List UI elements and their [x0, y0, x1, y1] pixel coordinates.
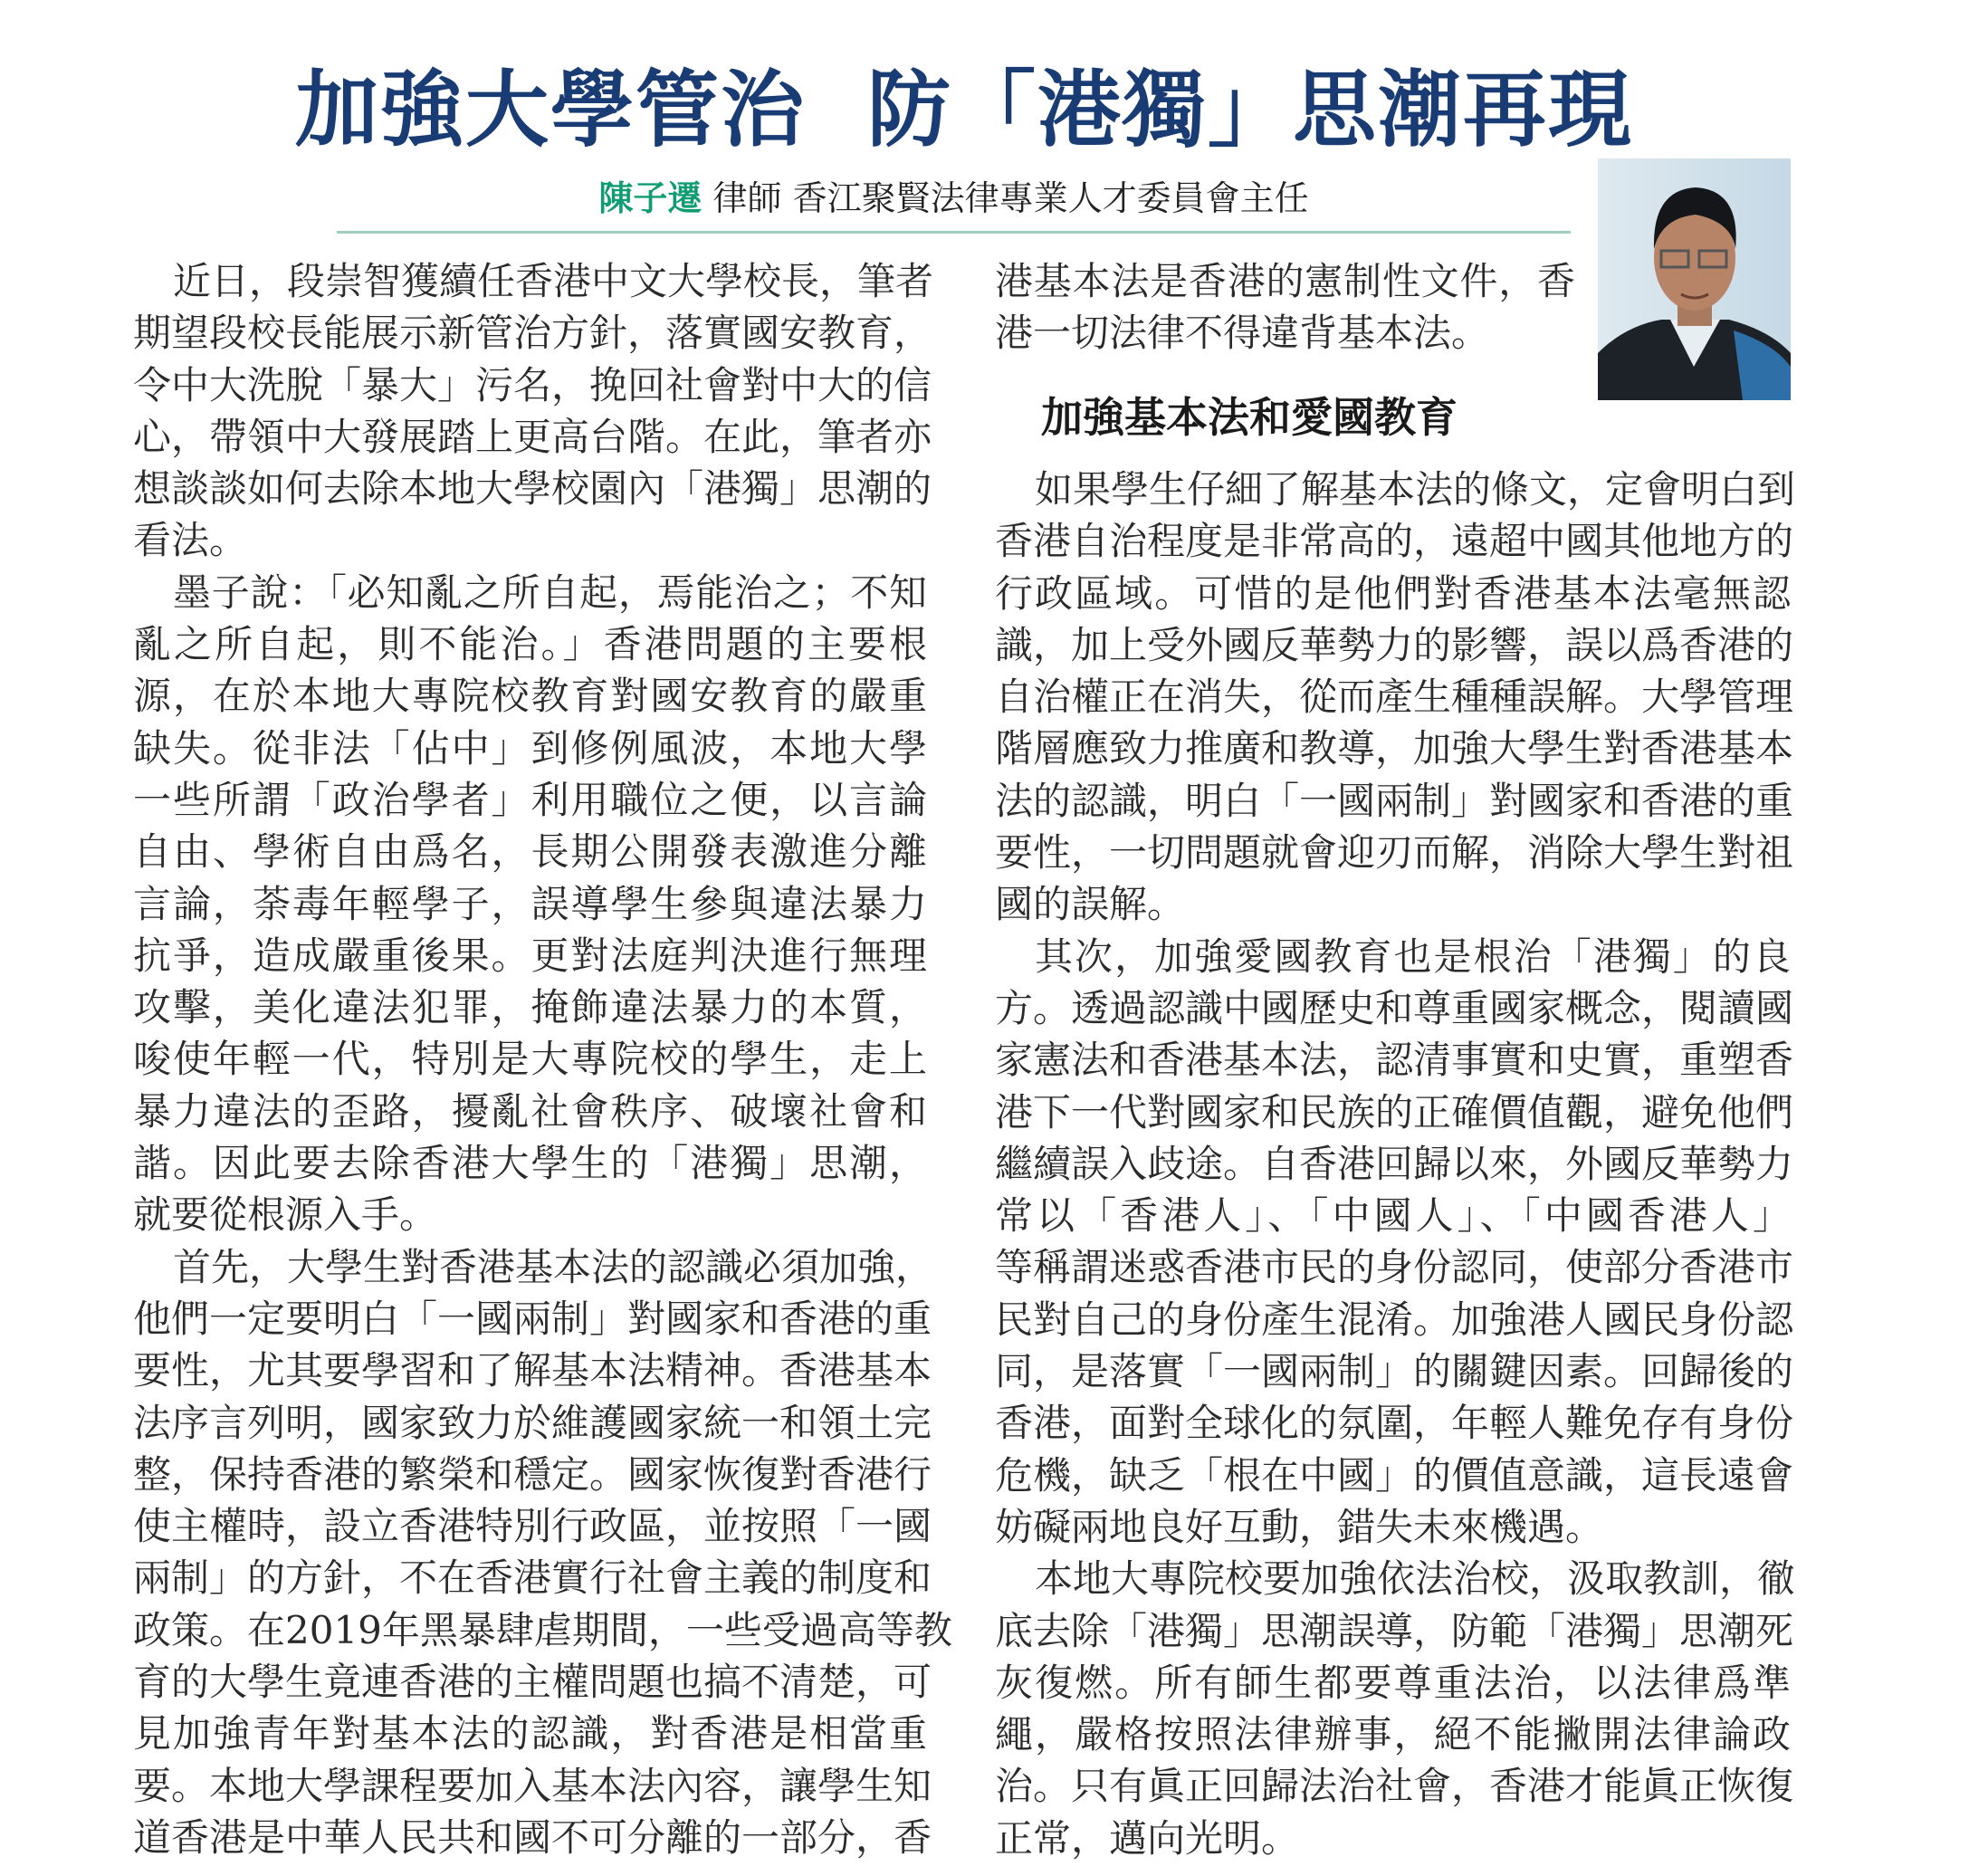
text-line: 見加強青年對基本法的認識，對香港是相當重 — [133, 1711, 927, 1756]
text-line: 道香港是中華人民共和國不可分離的一部分，香 — [133, 1814, 932, 1860]
text-line: 自由、學術自由爲名，長期公開發表激進分離 — [133, 829, 927, 875]
text-line: 常以「香港人」、「中國人」、「中國香港人」 — [995, 1193, 1791, 1239]
text-line: 正常，邁向光明。 — [995, 1815, 1300, 1861]
text-line: 令中大洗脫「暴大」污名，挽回社會對中大的信 — [133, 362, 932, 407]
text-line: 近日，段崇智獲續任香港中文大學校長，筆者 — [173, 259, 934, 303]
text-line: 法的認識，明白「一國兩制」對國家和香港的重 — [995, 778, 1794, 823]
text-line: 階層應致力推廣和教導，加強大學生對香港基本 — [995, 726, 1794, 771]
text-line: 就要從根源入手。 — [133, 1192, 438, 1238]
text-line: 灰復燃。所有師生都要尊重法治，以法律爲準 — [995, 1660, 1791, 1705]
text-line: 一些所謂「政治學者」利用職位之便，以言論 — [133, 777, 927, 822]
text-line: 源，在於本地大專院校教育對國安教育的嚴重 — [133, 674, 927, 719]
text-line: 墨子說：「必知亂之所自起，焉能治之；不知 — [173, 570, 927, 615]
text-line: 港基本法是香港的憲制性文件，香 — [995, 259, 1575, 303]
text-line: 繩，嚴格按照法律辦事，絕不能撇開法律論政 — [995, 1712, 1791, 1757]
text-line: 自治權正在消失，從而產生種種誤解。大學管理 — [995, 675, 1794, 720]
text-line: 國的誤解。 — [995, 882, 1186, 927]
text-line: 識，加上受外國反華勢力的影響，誤以爲香港的 — [995, 622, 1794, 667]
text-line: 缺失。從非法「佔中」到修例風波，本地大學 — [133, 725, 927, 770]
text-line: 想談談如何去除本地大學校園內「港獨」思潮的 — [133, 466, 932, 512]
author-photo — [1598, 158, 1791, 400]
text-line: 家憲法和香港基本法，認清事實和史實，重塑香 — [995, 1038, 1794, 1083]
text-line: 首先，大學生對香港基本法的認識必須加強， — [173, 1244, 934, 1289]
text-line: 政策。在2019年黑暴肆虐期間，一些受過高等教 — [133, 1607, 952, 1652]
text-line: 諧。因此要去除香港大學生的「港獨」思潮， — [133, 1141, 927, 1186]
text-line: 等稱謂迷惑香港市民的身份認同，使部分香港市 — [995, 1245, 1794, 1290]
text-line: 抗爭，造成嚴重後果。更對法庭判決進行無理 — [133, 933, 927, 978]
text-line: 他們一定要明白「一國兩制」對國家和香港的重 — [133, 1296, 932, 1341]
text-line: 其次，加強愛國教育也是根治「港獨」的良 — [1035, 933, 1791, 979]
author-name: 陳子遷 — [598, 178, 703, 218]
text-line: 港下一代對國家和民族的正確價值觀，避免他們 — [995, 1089, 1794, 1134]
text-line: 育的大學生竟連香港的主權問題也搞不清楚，可 — [133, 1660, 932, 1705]
text-line: 同，是落實「一國兩制」的關鍵因素。回歸後的 — [995, 1349, 1794, 1394]
column-2 — [995, 464, 1796, 1864]
text-line: 危機，缺乏「根在中國」的價值意識，這長遠會 — [995, 1452, 1794, 1498]
text-line: 治。只有眞正回歸法治社會，香港才能眞正恢復 — [995, 1764, 1794, 1809]
text-line: 使主權時，設立香港特別行政區，並按照「一國 — [133, 1504, 932, 1549]
text-line: 唆使年輕一代，特別是大專院校的學生，走上 — [133, 1037, 927, 1082]
text-line: 攻擊，美化違法犯罪，掩飾違法暴力的本質， — [133, 985, 927, 1030]
text-line: 法序言列明，國家致力於維護國家統一和領土完 — [133, 1400, 932, 1445]
text-line: 言論，荼毒年輕學子，誤導學生參與違法暴力 — [133, 881, 927, 926]
text-line: 民對自己的身份產生混淆。加強港人國民身份認 — [995, 1297, 1794, 1342]
text-line: 期望段校長能展示新管治方針，落實國安教育， — [133, 311, 932, 356]
text-line: 底去除「港獨」思潮誤導，防範「港獨」思潮死 — [995, 1608, 1794, 1653]
text-line: 本地大專院校要加強依法治校，汲取教訓，徹 — [1035, 1556, 1796, 1602]
text-line: 心，帶領中大發展踏上更高台階。在此，筆者亦 — [133, 414, 932, 459]
text-line: 整，保持香港的繁榮和穩定。國家恢復對香港行 — [133, 1451, 932, 1497]
text-line: 方。透過認識中國歷史和尊重國家概念，閱讀國 — [995, 985, 1794, 1030]
text-line: 要性，一切問題就會迎刃而解，消除大學生對祖 — [995, 830, 1794, 876]
text-line: 亂之所自起，則不能治。」香港問題的主要根 — [133, 622, 927, 667]
byline — [337, 170, 1571, 220]
text-line: 香港，面對全球化的氛圍，年輕人難免存有身份 — [995, 1401, 1794, 1446]
text-line: 兩制」的方針，不在香港實行社會主義的制度和 — [133, 1555, 932, 1601]
text-line: 繼續誤入歧途。自香港回歸以來，外國反華勢力 — [995, 1141, 1794, 1186]
article-title: 加強大學管治 防「港獨」思潮再現 — [294, 62, 1634, 158]
text-line: 港一切法律不得違背基本法。 — [995, 311, 1490, 356]
text-line: 要。本地大學課程要加入基本法內容，讓學生知 — [133, 1763, 932, 1808]
divider — [337, 231, 1571, 234]
text-line: 如果學生仔細了解基本法的條文，定會明白到 — [1035, 467, 1796, 512]
text-line: 要性，尤其要學習和了解基本法精神。香港基本 — [133, 1348, 932, 1393]
text-line: 香港自治程度是非常高的，遠超中國其他地方的 — [995, 519, 1794, 564]
text-line: 暴力違法的歪路，擾亂社會秩序、破壞社會和 — [133, 1088, 927, 1134]
author-role: 律師 香江聚賢法律專業人才委員會主任 — [702, 178, 1309, 218]
column-1 — [133, 255, 952, 1863]
subheading: 加強基本法和愛國教育 — [1041, 393, 1458, 442]
text-line: 看法。 — [133, 518, 248, 563]
text-line: 行政區域。可惜的是他們對香港基本法毫無認 — [995, 570, 1791, 616]
column-2-top — [995, 255, 1575, 359]
text-line: 妨礙兩地良好互動，錯失未來機遇。 — [995, 1504, 1604, 1549]
